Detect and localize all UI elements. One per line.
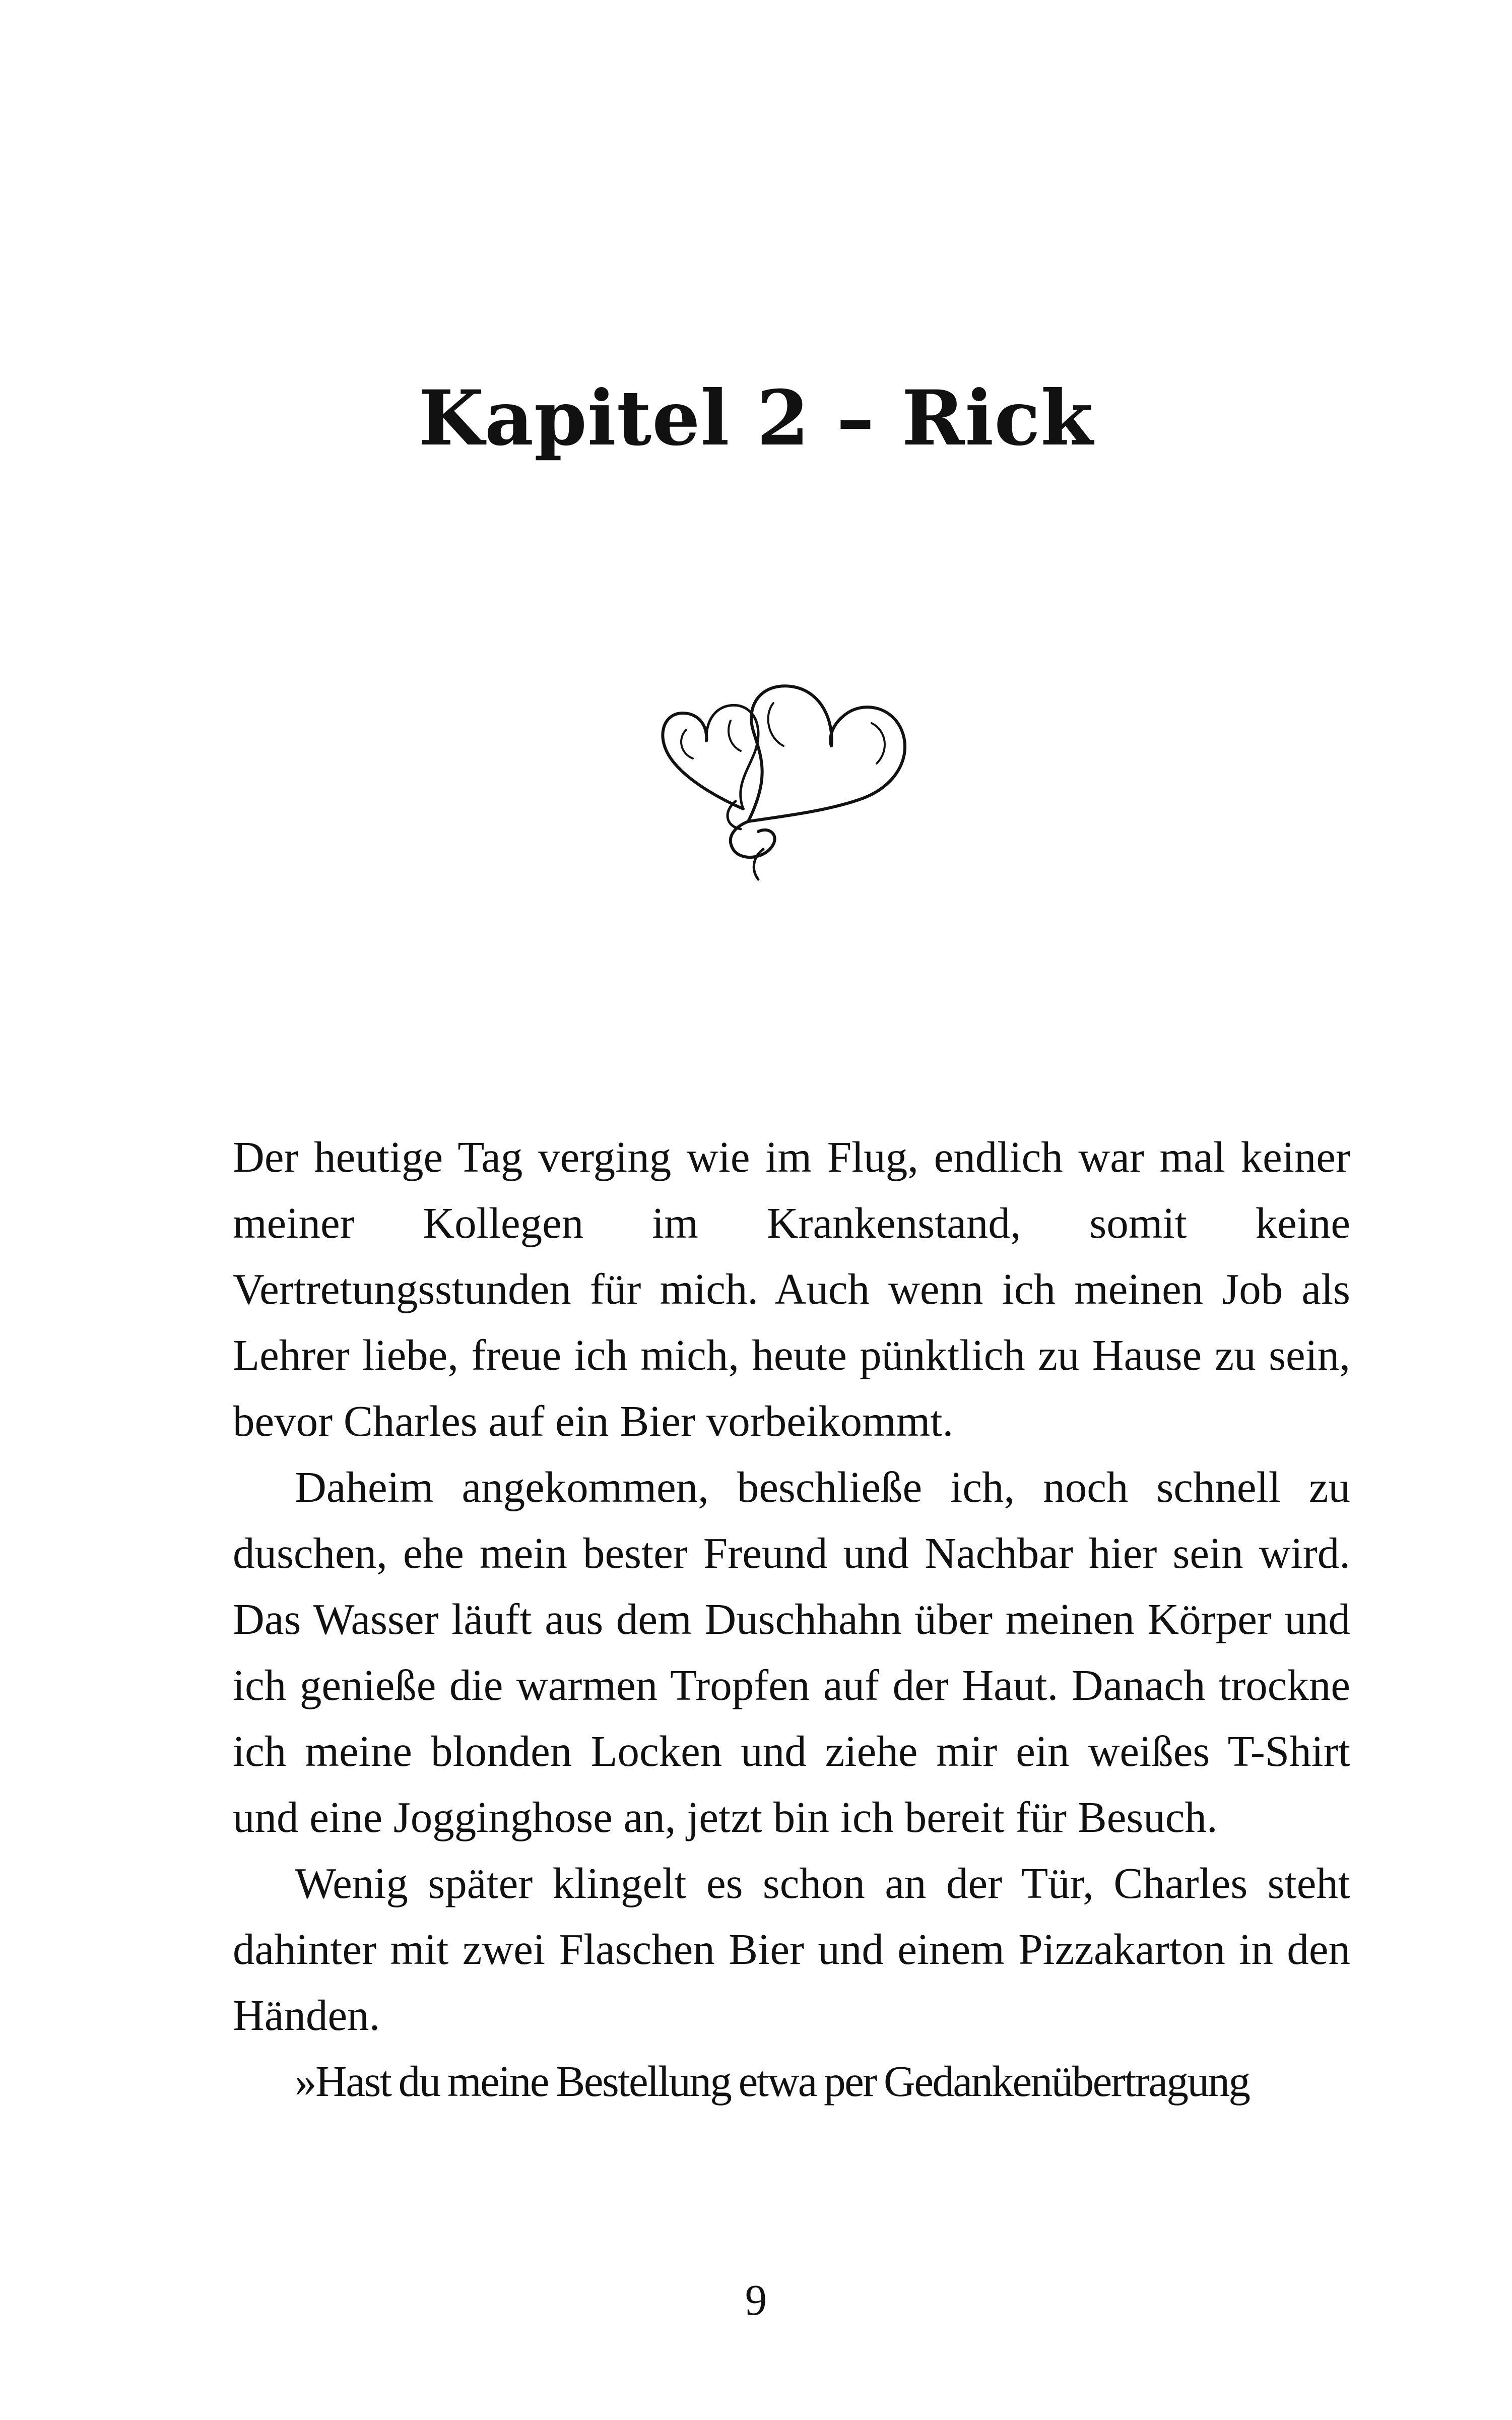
double-heart-flourish-icon [650,675,912,887]
chapter-title: Kapitel 2 – Rick [418,374,1094,463]
paragraph-3: Wenig später klingelt es schon an der Tür, Charles steht dahinter mit zwei Flaschen Bier und einem Pizzakarton in den Händen. [233,1859,1350,2040]
paragraph-1: Der heutige Tag verging wie im Flug, endlich war mal keiner meiner Kollegen im Krankenstand, somit keine Vertretungsstunden für mich. Auch wenn ich meinen Job als Lehrer liebe, freue ich mich, heute pünktlich zu Hause zu sein, bevor Charles auf ein Bier vorbeikommt. [233,1132,1350,1445]
page-number: 9 [745,2275,767,2324]
paragraph-4: »Hast du meine Bestellung etwa per Gedankenübertragung [295,2057,1250,2106]
paragraph-2: Daheim angekommen, beschließe ich, noch schnell zu duschen, ehe mein bester Freund und Nachbar hier sein wird. Das Wasser läuft aus dem Duschhahn über meinen Körper und ich genieße die warmen Tropfen auf der Haut. Danach trockne ich meine blonden Locken und ziehe mir ein weißes T-Shirt und eine Jogginghose an, jetzt bin ich bereit für Besuch. [233,1462,1350,1841]
chapter-body [233,1124,1350,2114]
